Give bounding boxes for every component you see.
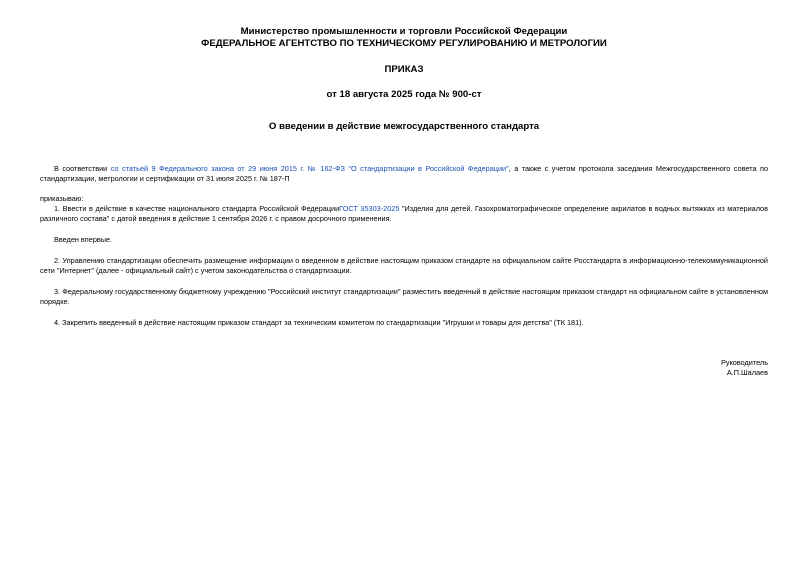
intro-paragraph — [40, 164, 768, 184]
law-article-link[interactable]: со статьей 9 Федерального закона от 29 июня 2015 г. № 162-ФЗ "О стандартизации в Российской Федерации" — [110, 164, 509, 173]
decree-word: приказываю: — [40, 194, 84, 203]
intro-text-end: , а также с учетом протокола заседания Межгосударственного совета по стандартизации, метрологии и сертификации от 31 июля 2025 г. № 187-П — [40, 164, 769, 183]
document-page — [40, 26, 768, 378]
item-1-text-end: "Изделия для детей. Газохроматографическое определение акрилатов в водных вытяжках из материалов различного состава" с датой введения в действие 1 сентября 2026 г. с правом досрочного применения. — [40, 204, 768, 223]
signatory-name: А.П.Шалаев — [726, 368, 768, 377]
intro-text-start: В соответствии — [54, 164, 111, 173]
order-type: ПРИКАЗ — [384, 64, 424, 75]
gost-standard-link[interactable]: ГОСТ 35303-2025 — [339, 204, 400, 213]
order-subject: О введении в действие межгосударственного стандарта — [268, 121, 540, 132]
item-4-paragraph: 4. Закрепить введенный в действие настоящим приказом стандарт за техническим комитетом по стандартизации "Игрушки и товары для детства" (ТК 181). — [54, 318, 584, 327]
first-time-note: Введен впервые. — [54, 235, 113, 244]
item-1-text-start: 1. Ввести в действие в качестве национального стандарта Российской Федерации — [54, 204, 340, 213]
item-1-paragraph — [40, 204, 768, 224]
ministry-name: Министерство промышленности и торговли Российской Федерации — [240, 26, 568, 37]
item-2-paragraph: 2. Управлению стандартизации обеспечить размещение информации о введенном в действие настоящим приказом стандарте на официальном сайте Росстандарта в информационно-телекоммуникационной сети "Интернет" (далее - официальный сайт) с учетом законодательства о стандартизации. — [40, 256, 768, 275]
signatory-position: Руководитель — [720, 358, 768, 367]
item-3-paragraph: 3. Федеральному государственному бюджетному учреждению "Российский институт стандартизации" разместить введенный в действие настоящим приказом стандарт на официальном сайте в установленном порядке. — [40, 287, 768, 306]
signature-block — [40, 358, 768, 378]
order-date: от 18 августа 2025 года № 900-ст — [326, 89, 482, 100]
agency-name: ФЕДЕРАЛЬНОЕ АГЕНТСТВО ПО ТЕХНИЧЕСКОМУ РЕГУЛИРОВАНИЮ И МЕТРОЛОГИИ — [201, 38, 607, 49]
